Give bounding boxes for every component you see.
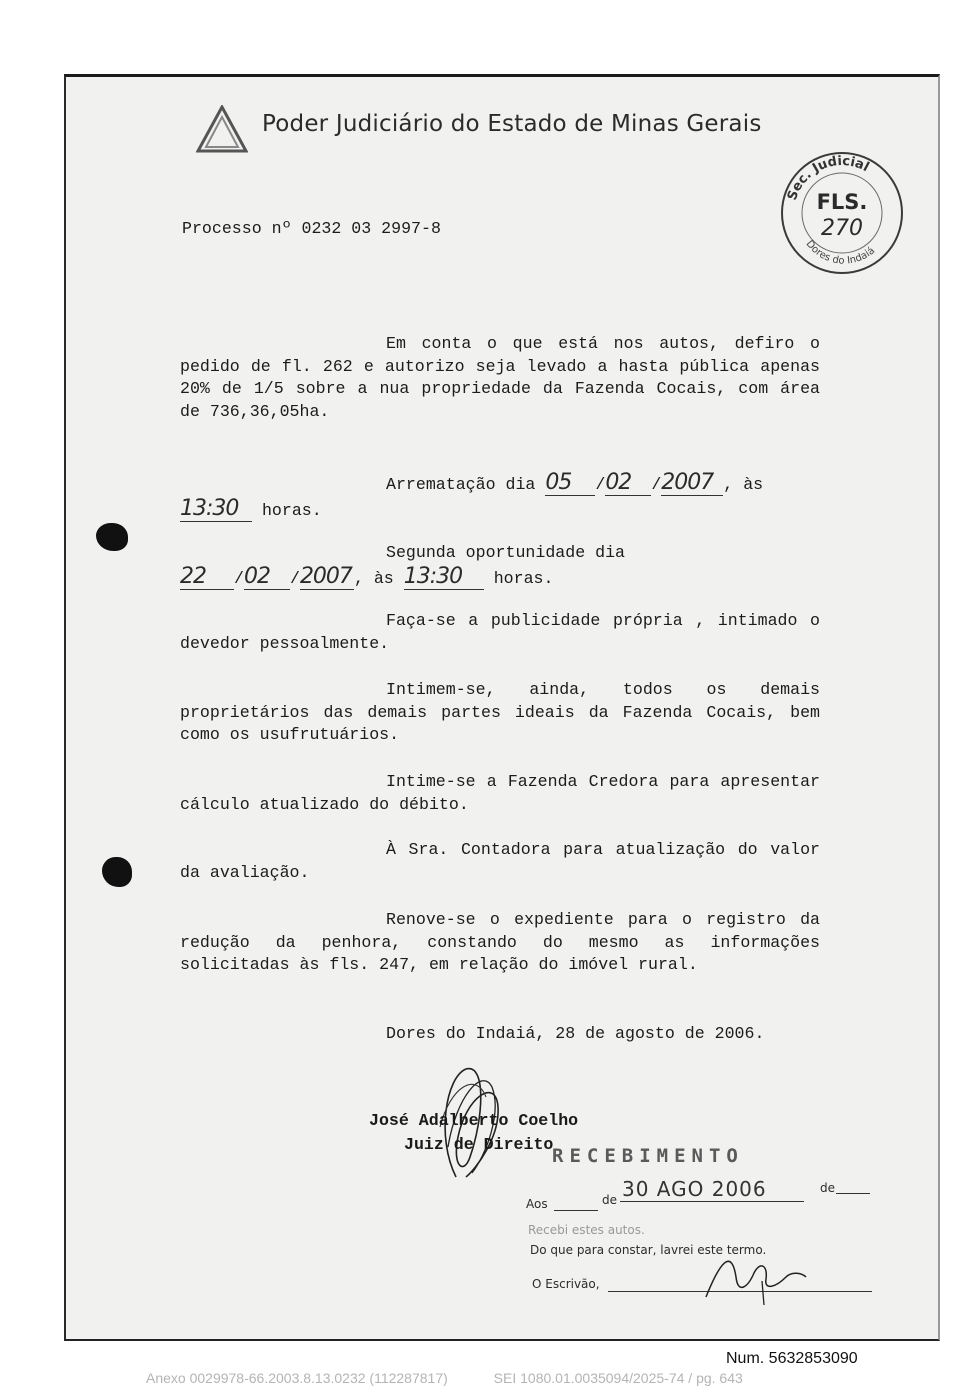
stamp-page-number: 270: [821, 216, 863, 241]
scanned-document: [64, 74, 940, 1341]
triangle-emblem-icon: [196, 105, 248, 155]
second-year: 2007: [299, 564, 352, 589]
place-and-date-text: Dores do Indaiá, 28 de agosto de 2006.: [386, 1024, 765, 1043]
paragraph-1-text: Em conta o que está nos autos, defiro o pedido de fl. 262 e autorizo seja levado a hasta pública apenas 20% de 1/5 sobre a nua propriedade da Fazenda Cocais, com área de 736,36,05ha.: [180, 334, 820, 421]
auction-at: , às: [723, 475, 764, 494]
second-time: 13:30: [404, 565, 484, 590]
second-day: 22: [180, 565, 234, 590]
paragraph-registry-text: Renove-se o expediente para o registro da redução da penhora, constando do mesmo as informações solicitadas às fls. 247, em relação do imóvel rural.: [180, 910, 820, 974]
receipt-date: 30 AGO 2006: [622, 1177, 767, 1201]
receipt-line-3: Do que para constar, lavrei este termo.: [530, 1243, 767, 1257]
receipt-date-rule: [620, 1201, 804, 1202]
auction-day: 05: [545, 471, 595, 496]
footer-annex: Anexo 0029978-66.2003.8.13.0232 (112287817): [146, 1370, 448, 1386]
second-at: , às: [353, 569, 394, 588]
auction-label: Arrematação dia: [386, 475, 536, 494]
second-month: 02: [244, 565, 290, 590]
paragraph-second-date: Segunda oportunidade dia 22 /02 /2007 , às 13:30 horas.: [180, 543, 625, 589]
stamp-bottom-text: Dores do Indaiá: [803, 238, 878, 267]
second-opportunity-label: Segunda oportunidade dia: [386, 543, 625, 562]
stamp-fls-label: FLS.: [816, 190, 868, 214]
auction-time: 13:30: [180, 497, 252, 522]
receipt-year-rule: [836, 1193, 870, 1194]
judge-name: José Adalberto Coelho: [369, 1111, 579, 1130]
process-number: Processo nº 0232 03 2997-8: [182, 219, 441, 238]
paragraph-notify-owners: [180, 679, 820, 747]
court-stamp: [772, 143, 912, 283]
paragraph-notify-owners-text: Intimem-se, ainda, todos os demais proprietários das demais partes ideais da Fazenda Cocais, bem como os usufrutuários.: [180, 680, 820, 744]
second-hours-label: horas.: [493, 569, 554, 588]
punch-hole-top: [96, 523, 128, 551]
paragraph-registry: [180, 909, 820, 977]
clerk-signature: [702, 1247, 812, 1307]
receipt-aos: Aos: [526, 1197, 548, 1211]
auction-year: 2007: [661, 471, 723, 496]
place-and-date: [180, 1023, 820, 1046]
receipt-de-2: de: [820, 1181, 835, 1195]
stamp-top-text: Sec. Judicial: [784, 153, 872, 203]
document-number: Num. 5632853090: [726, 1350, 858, 1367]
paragraph-accountant-text: À Sra. Contadora para atualização do valor da avaliação.: [180, 840, 820, 882]
paragraph-publicity: [180, 610, 820, 655]
receipt-de-1: de: [602, 1193, 617, 1207]
receipt-day-rule: [554, 1210, 598, 1211]
receipt-line-2: Recebi estes autos.: [528, 1223, 645, 1237]
paragraph-creditor: [180, 771, 820, 816]
receipt-title: RECEBIMENTO: [552, 1145, 744, 1167]
footer-meta: [146, 1370, 846, 1386]
paragraph-accountant: [180, 839, 820, 884]
judge-role: Juiz de Direito: [404, 1135, 554, 1154]
punch-hole-bottom: [102, 857, 132, 887]
paragraph-auction-date: Arrematação dia 05 /02 /2007 , às 13:30 horas.: [180, 470, 764, 521]
paragraph-publicity-text: Faça-se a publicidade própria , intimado o devedor pessoalmente.: [180, 611, 820, 653]
paragraph-creditor-text: Intime-se a Fazenda Credora para apresentar cálculo atualizado do débito.: [180, 772, 820, 814]
court-name: Poder Judiciário do Estado de Minas Gerais: [262, 111, 762, 137]
paragraph-1: [180, 333, 820, 423]
auction-month: 02: [605, 471, 651, 496]
receipt-line-4: O Escrivão,: [532, 1277, 600, 1291]
auction-hours-label: horas.: [261, 501, 322, 520]
footer-sei: SEI 1080.01.0035094/2025-74 / pg. 643: [493, 1370, 743, 1386]
